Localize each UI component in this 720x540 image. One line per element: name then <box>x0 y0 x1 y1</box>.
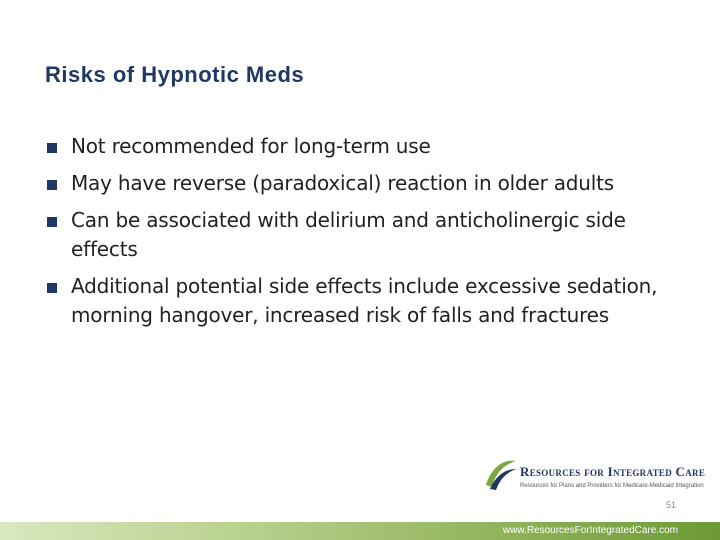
footer-bar <box>0 522 720 540</box>
logo-tagline: Resources for Plans and Providers for Medicare-Medicaid Integration <box>520 483 704 489</box>
bullet-item <box>46 206 676 264</box>
logo-wordmark: Resources for Integrated Care <box>520 464 706 479</box>
bullet-text: Can be associated with delirium and anticholinergic side effects <box>71 208 626 261</box>
page-number: 51 <box>666 500 677 510</box>
footer-url: www.ResourcesForIntegratedCare.com <box>502 525 678 536</box>
bullet-text: Not recommended for long-term use <box>71 134 431 158</box>
square-bullet-icon <box>47 180 57 190</box>
organization-logo <box>484 455 706 497</box>
square-bullet-icon <box>47 143 57 153</box>
swoosh-logo-icon <box>484 455 518 491</box>
bullet-item <box>46 169 676 198</box>
bullet-item <box>46 132 676 161</box>
bullet-text: Additional potential side effects include excessive sedation, morning hangover, increased risk of falls and fractures <box>71 274 658 327</box>
bullet-list <box>46 132 676 338</box>
bullet-item <box>46 272 676 330</box>
slide-title: Risks of Hypnotic Meds <box>45 62 305 87</box>
square-bullet-icon <box>47 217 57 227</box>
square-bullet-icon <box>47 283 57 293</box>
bullet-text: May have reverse (paradoxical) reaction in older adults <box>71 171 614 195</box>
